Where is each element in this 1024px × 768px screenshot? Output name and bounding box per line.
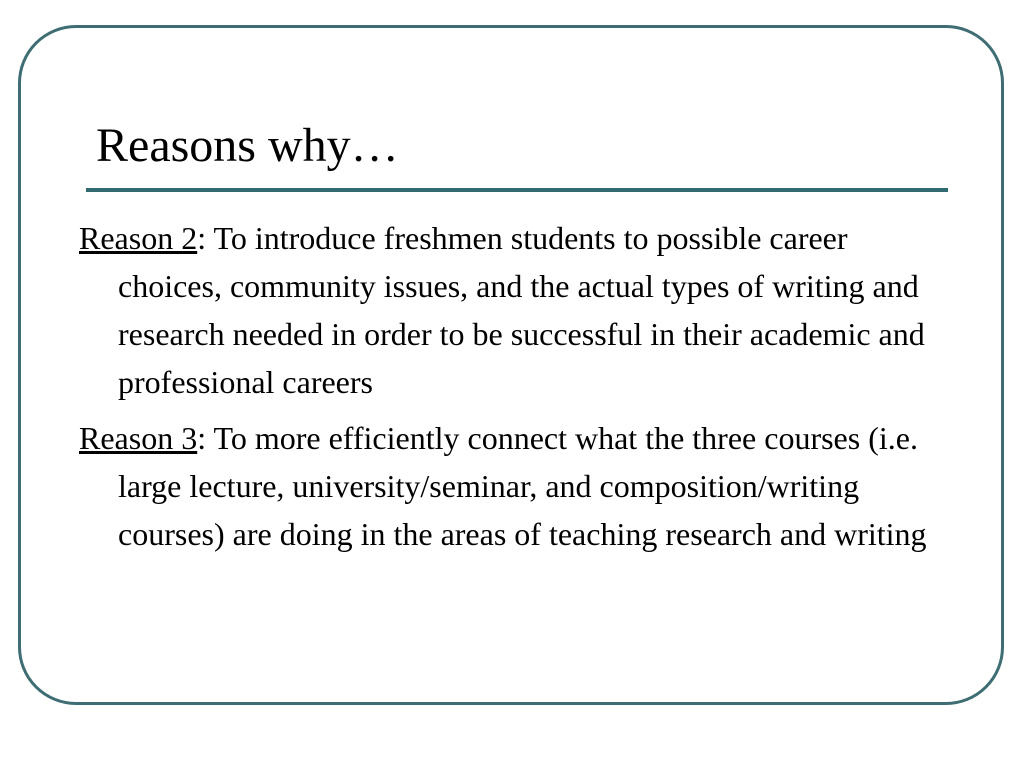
- reason-2-label: Reason 2: [79, 220, 198, 256]
- title-divider: [86, 188, 948, 192]
- reason-3-text: To more efficiently connect what the three courses (i.e. large lecture, university/seminar, and composition/writing courses) are doing in the areas of teaching research and writing: [118, 420, 927, 552]
- reason-2-paragraph: [79, 214, 929, 406]
- slide-title: Reasons why…: [96, 119, 399, 172]
- slide-content: [79, 214, 929, 566]
- reason-3-separator: :: [197, 420, 207, 456]
- reason-2-text: To introduce freshmen students to possible career choices, community issues, and the actual types of writing and research needed in order to be successful in their academic and professional careers: [118, 220, 925, 400]
- reason-3-paragraph: [79, 414, 929, 558]
- reason-2-separator: :: [197, 220, 207, 256]
- reason-3-label: Reason 3: [79, 420, 198, 456]
